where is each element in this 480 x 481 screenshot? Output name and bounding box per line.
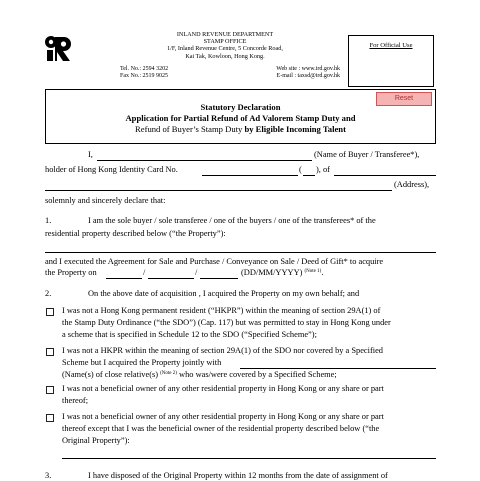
address-field-1[interactable] [334,175,436,176]
section2-lead: On the above date of acquisition , I acquired the Property on my own behalf; and [88,289,360,298]
option4-text-b: thereof except that I was the beneficial owner of the residential property described below (“the [62,424,380,433]
i-label: I, [88,150,93,159]
date-sep-2: / [195,268,198,277]
reset-button[interactable]: Reset [376,92,432,106]
website: Web site : www.ird.gov.hk [276,66,340,72]
section2-number: 2. [45,289,52,298]
name-suffix: (Name of Buyer / Transferee*), [314,150,420,159]
holder-label: holder of Hong Kong Identity Card No. [45,165,178,174]
option2-text-a: I was not a HKPR within the meaning of section 29A(1) of the SDO nor covered by a Specified [62,346,383,355]
tel: Tel. No.: 2594 3202 [120,66,169,72]
hkid-check-digit-field[interactable] [303,175,315,176]
name-field[interactable] [97,160,312,161]
option3-checkbox[interactable] [46,386,54,394]
option1-checkbox[interactable] [46,308,54,316]
agreement-text: and I executed the Agreement for Sale and Purchase / Conveyance on Sale / Deed of Gift* to acquire [45,257,384,266]
section3-number: 3. [45,471,52,480]
form-title: Statutory Declaration [200,102,281,112]
address-label: (Address), [394,180,430,189]
form-subtitle: Application for Partial Refund of Ad Valorem Stamp Duty and [125,113,356,123]
department-address [110,31,340,60]
date-year-field[interactable] [200,278,238,279]
section1-text-b: residential property described below (“the Property”): [45,229,226,238]
official-use-box [348,35,434,87]
email: E-mail : taxsd@ird.gov.hk [276,73,340,80]
office-name: STAMP OFFICE [203,38,247,46]
option4-text-a: I was not a beneficial owner of any other residential property in Hong Kong or any share or part [62,412,384,421]
solemnly-text: solemnly and sincerely declare that: [45,196,166,205]
contact-info [120,66,340,80]
option4-text-c: Original Property”): [62,436,130,445]
dept-name: INLAND REVENUE DEPARTMENT [176,31,274,38]
property-description-field[interactable] [45,252,436,253]
option3-text-b: thereof; [62,396,89,405]
hkid-paren: ( [299,165,302,174]
original-property-field[interactable] [62,458,436,459]
official-use-label: For Official Use [369,42,413,49]
property-on-label: the Property on [45,268,97,277]
option1-text-a: I was not a Hong Kong permanent resident (“HKPR”) within the meaning of section 29A(1) of [62,306,381,315]
date-day-field[interactable] [106,278,142,279]
option1-text-b: the Stamp Duty Ordinance (“the SDO”) (Cap. 117) but was permitted to stay in Hong Kong under [62,318,391,327]
relative-name-field[interactable] [240,368,436,369]
address-field-2[interactable] [45,190,392,191]
option3-text-a: I was not a beneficial owner of any other residential property in Hong Kong or any share or part [62,384,384,393]
address-line-1: 1/F, Inland Revenue Centre, 5 Concorde Road, [167,45,283,53]
hkid-close: ), of [316,165,330,174]
section3-text: I have disposed of the Original Property within 12 months from the date of assignment of [88,471,388,480]
date-month-field[interactable] [148,278,194,279]
form-subtitle-2: Refund of Buyer’s Stamp Duty by Eligible Incoming Talent [135,124,346,134]
ird-logo-icon [44,34,74,62]
section1-number: 1. [45,216,52,225]
option4-checkbox[interactable] [46,414,54,422]
option1-text-c: a scheme that is specified in Schedule 12 to the SDO (“Specified Scheme”); [62,330,317,339]
option2-checkbox[interactable] [46,348,54,356]
section1-text-a: I am the sole buyer / sole transferee / one of the buyers / one of the transferees* of the [88,216,376,225]
date-sep-1: / [143,268,146,277]
fax: Fax No.: 2519 9025 [120,73,168,80]
hkid-field[interactable] [202,175,298,176]
option2-text-b: Scheme but I acquired the Property jointly with [62,358,222,367]
date-format: (DD/MM/YYYY) $^{(Note 1)}$. [241,268,324,277]
option2-text-c: (Name(s) of close relative(s) $^{(Note 2)}$ who was/were covered by a Specified Scheme; [62,370,337,379]
address-line-2: Kai Tak, Kowloon, Hong Kong. [185,52,265,60]
